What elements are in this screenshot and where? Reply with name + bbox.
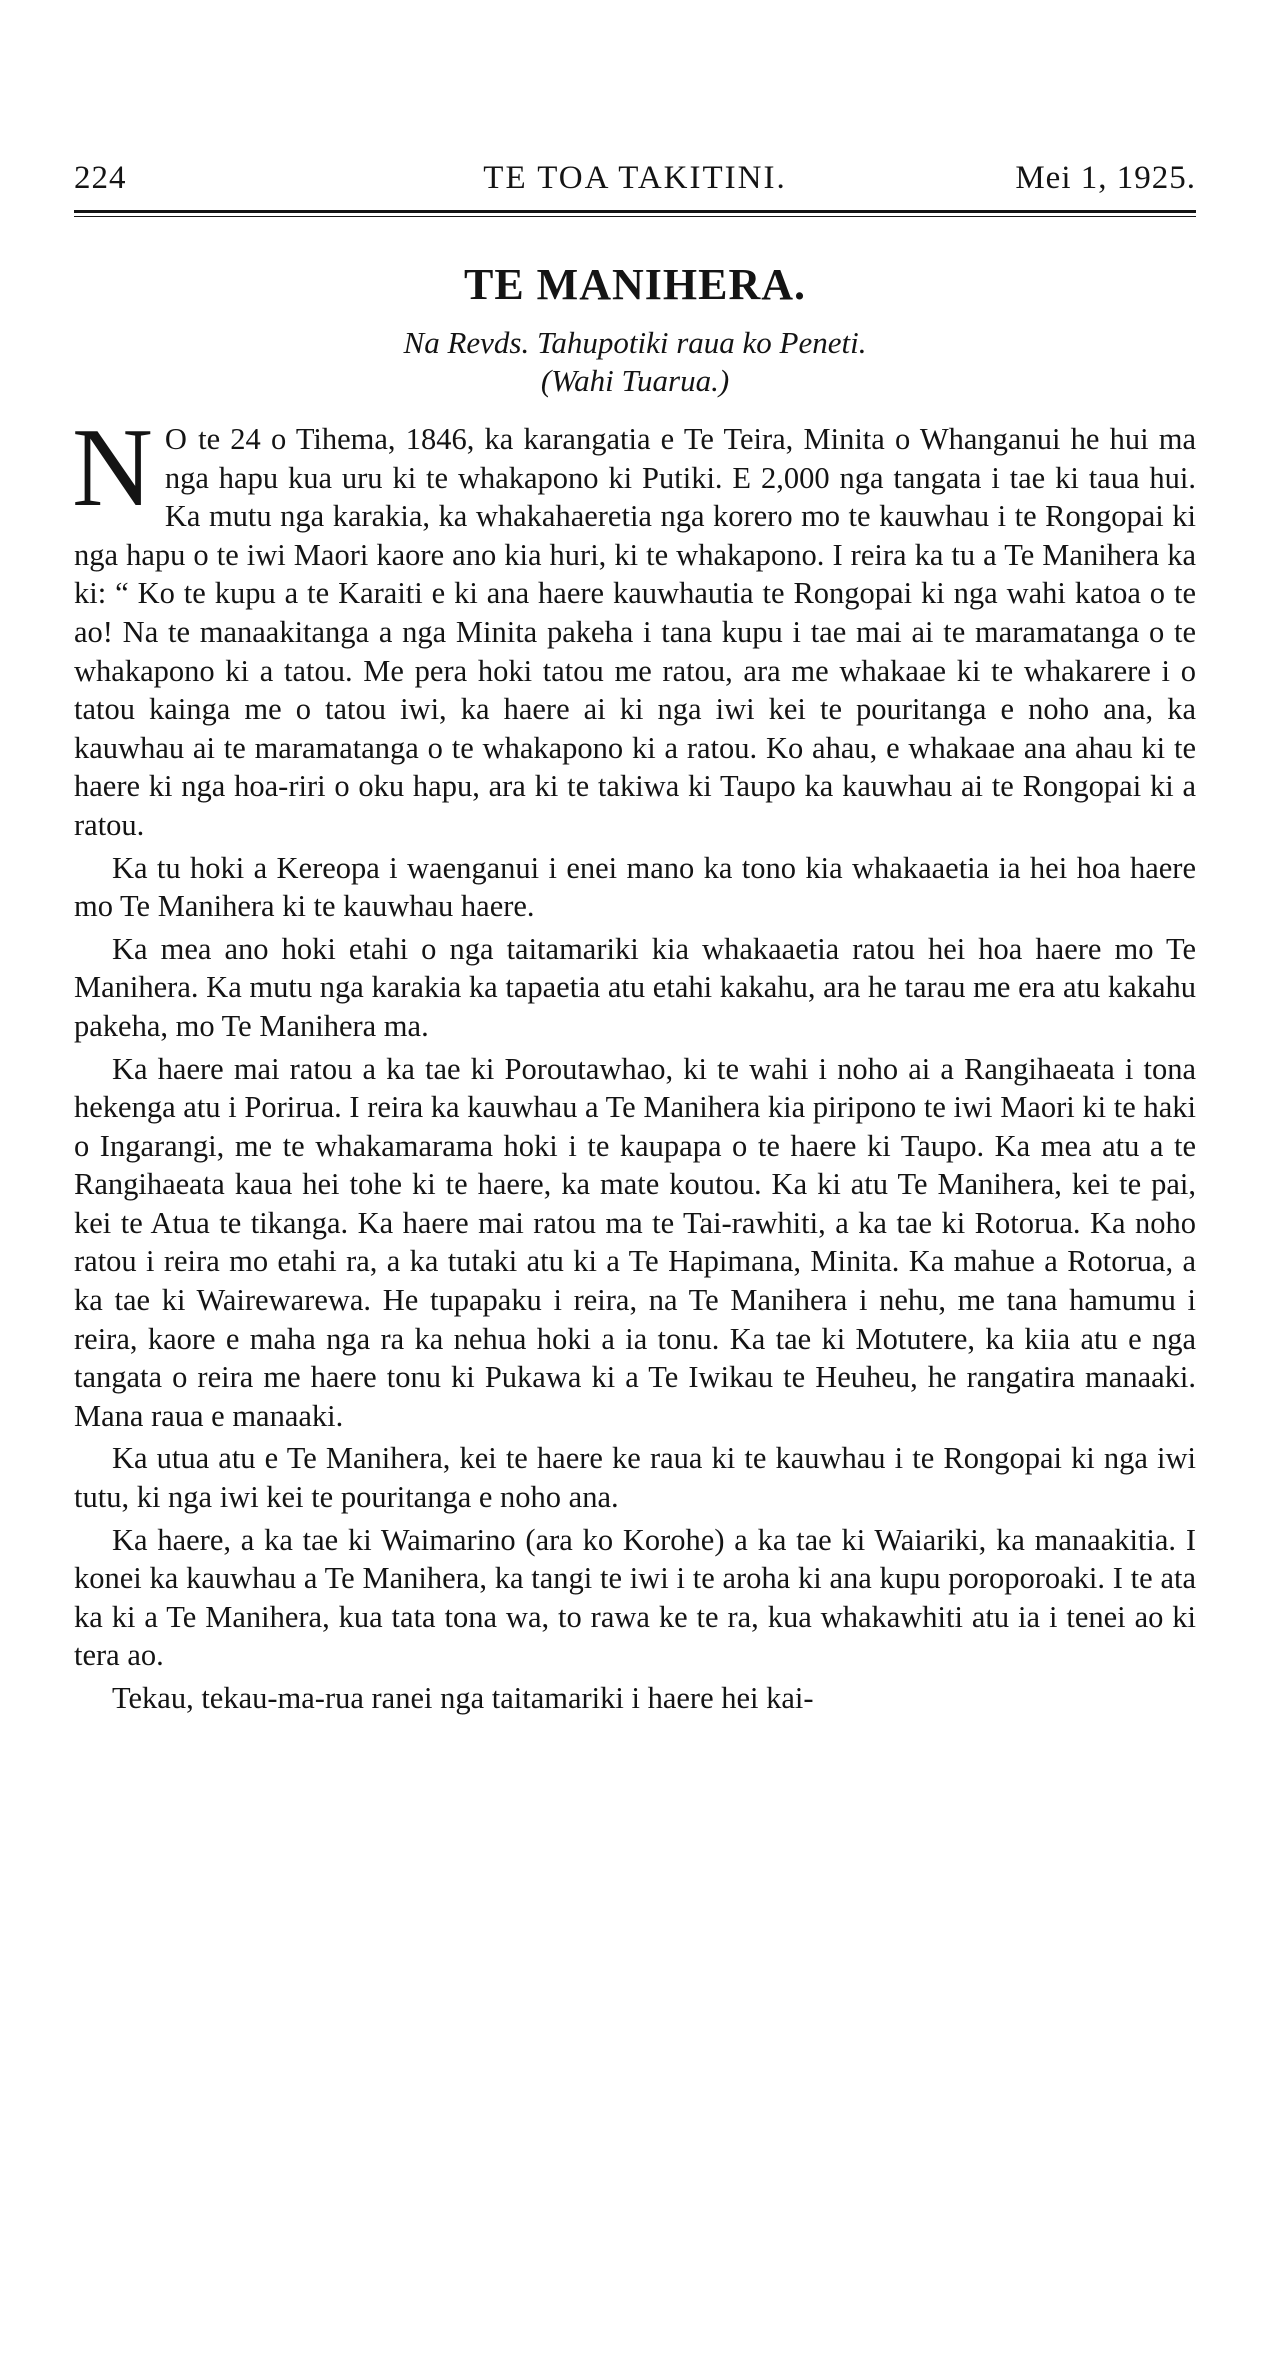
drop-cap: N (72, 406, 153, 530)
article-byline (74, 324, 1196, 400)
paragraph-3: Ka mea ano hoki etahi o nga taitamariki kia whakaaetia ratou hei hoa haere mo Te Manihera. Ka mutu nga karakia ka tapaetia atu etahi kakahu, ara he tarau me era atu kakahu pakeha, mo Te Manihera ma. (74, 931, 1196, 1043)
paragraph-5: Ka utua atu e Te Manihera, kei te haere ke raua ki te kauwhau i te Rongopai ki nga iwi tutu, ki nga iwi kei te pouritanga e noho ana. (74, 1441, 1196, 1515)
page-number: 224 (74, 160, 127, 196)
document-page (74, 160, 1196, 1722)
lead-word: O (164, 422, 188, 456)
byline-authors: Na Revds. Tahupotiki raua ko Peneti. (403, 325, 867, 360)
paragraph-6: Ka haere, a ka tae ki Waimarino (ara ko Korohe) a ka tae ki Waiariki, ka manaakitia. I konei ka kauwhau a Te Manihera, ka tangi te iwi i te aroha ki ana kupu poroporoaki. I te ata ka ki a Te Manihera, kua tata tona wa, to rawa ke te ra, kua whakawhiti atu ia i tenei ao ki tera ao. (74, 1522, 1196, 1673)
paragraph-1-text: te 24 o Tihema, 1846, ka karangatia e Te Teira, Minita o Whanganui he hui ma nga hapu kua uru ki te whakapono ki Putiki. E 2,000 nga tangata i tae ki taua hui. Ka mutu nga karakia, ka whakahaeretia nga korero mo te kauwhau i te Rongopai ki nga hapu o te iwi Maori kaore ano kia huri, ki te whakapono. I reira ka tu a Te Manihera ka ki: “ Ko te kupu a te Karaiti e ki ana haere kauwhautia te Rongopai ki nga wahi katoa o te ao! Na te manaakitanga a nga Minita pakeha i tana kupu i tae mai ai te maramatanga o te whakapono ki a tatou. Me pera hoki tatou me ratou, ara me whakaae ki te whakarere i o tatou kainga me o tatou iwi, ka haere ai ki nga iwi kei te pouritanga e noho ana, ka kauwhau ai te maramatanga o te whakapono ki a ratou. Ko ahau, e whakaae ana ahau ki te haere ki nga hoa-riri o oku hapu, ara ki te takiwa ki Taupo ka kauwhau ai te Rongopai ki a ratou. (74, 422, 1196, 842)
paragraph-4: Ka haere mai ratou a ka tae ki Poroutawhao, ki te wahi i noho ai a Rangihaeata i tona hekenga atu i Porirua. I reira ka kauwhau a Te Manihera kia piripono te iwi Maori ki te haki o Ingarangi, me te whakamarama hoki i te kaupapa o te haere ki Taupo. Ka mea atu a te Rangihaeata kaua hei tohe ki te haere, ka mate koutou. Ka ki atu Te Manihera, kei te pai, kei te Atua te tikanga. Ka haere mai ratou ma te Tai-rawhiti, a ka tae ki Rotorua. Ka noho ratou i reira mo etahi ra, a ka tutaki atu ki a Te Hapimana, Minita. Ka mahue a Rotorua, a ka tae ki Wairewarewa. He tupapaku i reira, na Te Manihera i nehu, me tana hamumu i reira, kaore e maha nga ra ka nehua hoki a ia tonu. Ka tae ki Motutere, ka kiia atu e nga tangata o reira me haere tonu ki Pukawa ki a Te Iwikau te Heuheu, he rangatira manaaki. Mana raua e manaaki. (74, 1051, 1196, 1433)
journal-title: TE TOA TAKITINI. (483, 160, 787, 196)
header-rule (74, 210, 1196, 217)
paragraph-1 (72, 406, 1196, 845)
article-title: TE MANIHERA. (463, 260, 807, 309)
byline-part-note: (Wahi Tuarua.) (540, 363, 730, 398)
article-body (72, 406, 1196, 1718)
running-header (74, 160, 1196, 204)
issue-date: Mei 1, 1925. (1015, 160, 1196, 196)
paragraph-2: Ka tu hoki a Kereopa i waenganui i enei mano ka tono kia whakaaetia ia hei hoa haere mo Te Manihera ki te kauwhau haere. (74, 850, 1196, 924)
paragraph-7: Tekau, tekau-ma-rua ranei nga taitamariki i haere hei kai- (112, 1681, 814, 1715)
